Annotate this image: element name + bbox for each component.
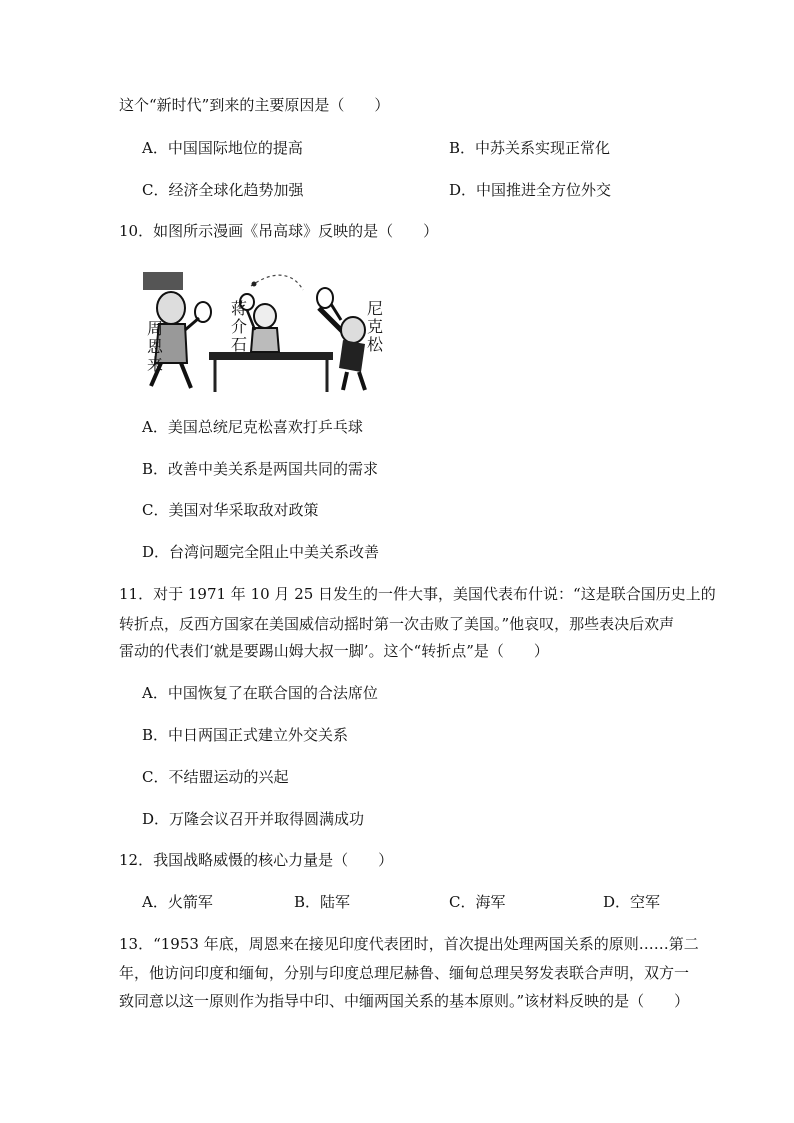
q11-option-d[interactable]: D．万隆会议召开并取得圆满成功	[142, 810, 365, 828]
q12-option-d[interactable]: D．空军	[603, 893, 661, 911]
label-jiang-3: 石	[231, 335, 248, 354]
label-zhou-1: 周	[147, 319, 164, 338]
q13-stem-line-2: 年，他访问印度和缅甸，分别与印度总理尼赫鲁、缅甸总理吴努发表联合声明，双方一	[119, 964, 690, 982]
q12-option-a[interactable]: A．火箭军	[142, 893, 213, 911]
q10-option-a[interactable]: A．美国总统尼克松喜欢打乒乓球	[142, 418, 363, 436]
q11-option-b[interactable]: B．中日两国正式建立外交关系	[142, 726, 349, 744]
q12-option-b[interactable]: B．陆军	[294, 893, 351, 911]
q10-stem: 10．如图所示漫画《吊高球》反映的是（ ）	[119, 222, 439, 240]
q9-option-d[interactable]: D．中国推进全方位外交	[449, 181, 612, 199]
label-nixon-3: 松	[367, 335, 383, 354]
label-nixon-2: 克	[367, 317, 383, 336]
q13-stem-line-1: 13．“1953 年底，周恩来在接见印度代表团时，首次提出处理两国关系的原则……第二	[119, 935, 699, 953]
q9-stem: 这个“新时代”到来的主要原因是（ ）	[119, 96, 390, 114]
q12-option-c[interactable]: C．海军	[449, 893, 506, 911]
q13-stem-line-3: 致同意以这一原则作为指导中印、中缅两国关系的基本原则。”该材料反映的是（ ）	[119, 992, 690, 1010]
label-zhou-3: 来	[147, 355, 164, 374]
q11-stem-line-2: 转折点，反西方国家在美国威信动摇时第一次击败了美国。”他哀叹，那些表决后欢声	[119, 615, 675, 633]
q12-stem: 12．我国战略威慑的核心力量是（ ）	[119, 851, 394, 869]
q10-option-c[interactable]: C．美国对华采取敌对政策	[142, 501, 319, 519]
q9-option-b[interactable]: B．中苏关系实现正常化	[449, 139, 611, 157]
ping-pong-ball	[252, 282, 257, 287]
cartoon-image	[143, 268, 383, 394]
ball-trajectory	[251, 275, 303, 290]
q10-option-b[interactable]: B．改善中美关系是两国共同的需求	[142, 460, 379, 478]
figure-nixon	[317, 288, 365, 390]
q11-stem-line-1: 11．对于 1971 年 10 月 25 日发生的一件大事，美国代表布什说：“这是联合国历史上的	[119, 585, 716, 603]
q10-option-d[interactable]: D．台湾问题完全阻止中美关系改善	[142, 543, 380, 561]
cartoon-diao-gao-qiu	[143, 268, 383, 394]
q9-option-c[interactable]: C．经济全球化趋势加强	[142, 181, 304, 199]
q11-option-a[interactable]: A．中国恢复了在联合国的合法席位	[142, 684, 378, 702]
q11-stem-line-3: 雷动的代表们‘就是要踢山姆大叔一脚’。这个“转折点”是（ ）	[119, 642, 549, 660]
label-jiang-2: 介	[231, 317, 248, 336]
q11-option-c[interactable]: C．不结盟运动的兴起	[142, 768, 289, 786]
label-zhou-2: 恩	[147, 337, 164, 356]
label-nixon-1: 尼	[367, 299, 383, 318]
q9-option-a[interactable]: A．中国国际地位的提高	[142, 139, 303, 157]
label-jiang-1: 蒋	[231, 299, 248, 318]
